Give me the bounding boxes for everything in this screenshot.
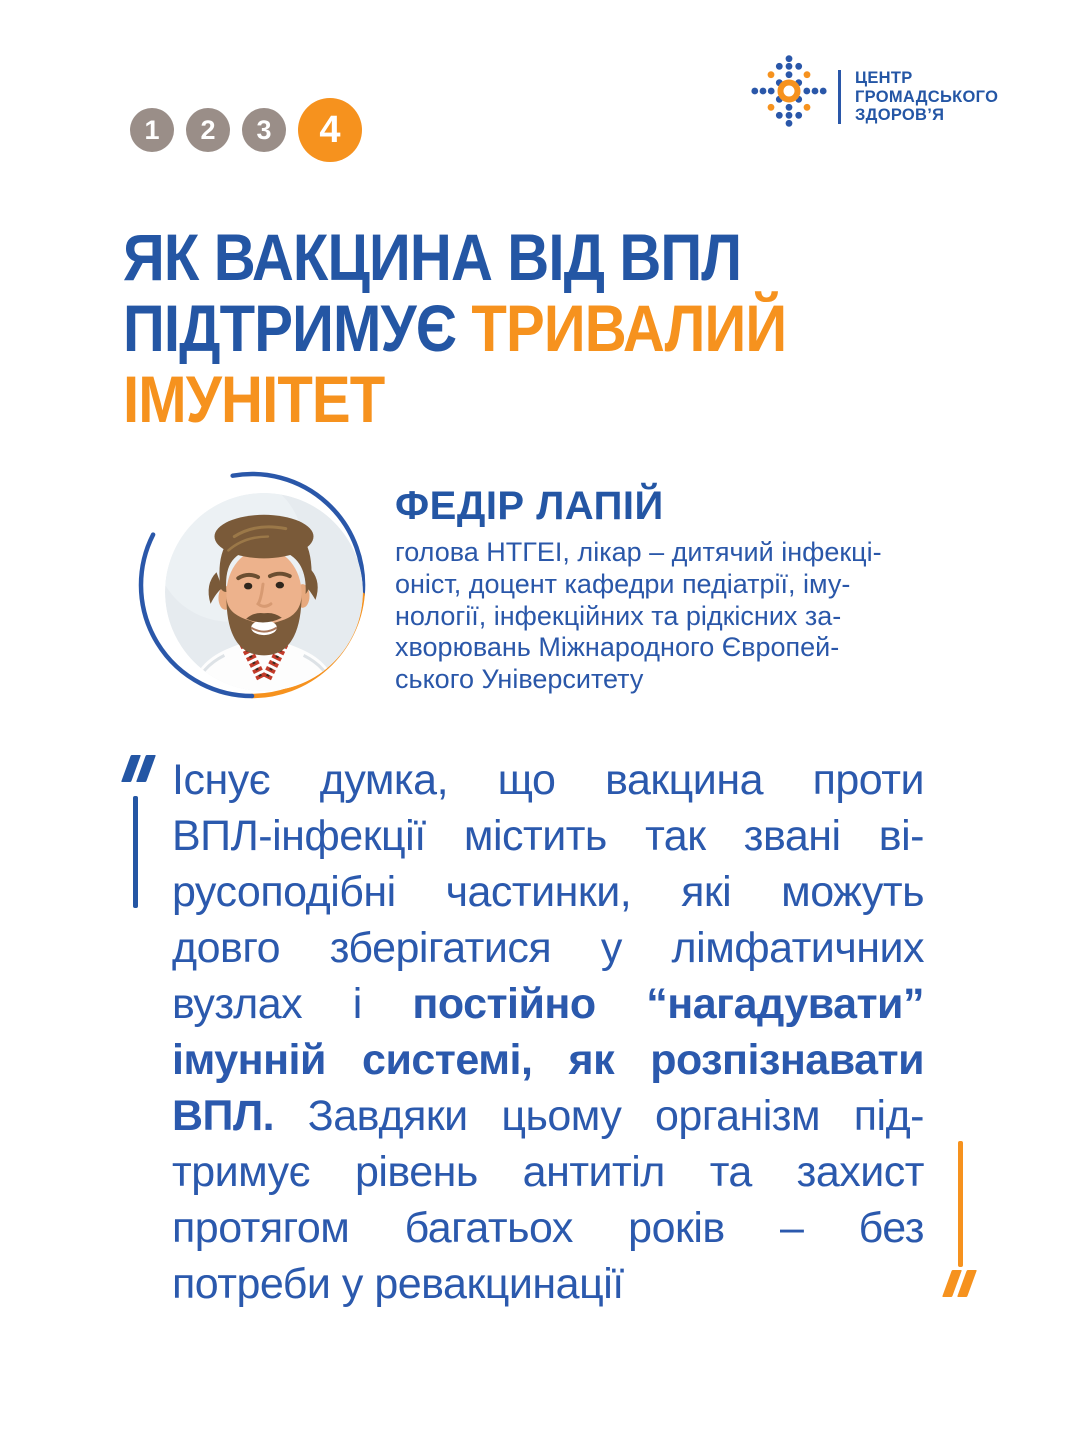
pagination-dot-1[interactable]: 1 bbox=[130, 108, 174, 152]
quote-line: протягом багатьох років – без bbox=[172, 1204, 924, 1252]
closing-quote-mark-icon bbox=[947, 1270, 972, 1297]
logo-text-line: ЦЕНТР bbox=[855, 69, 913, 88]
quote-line: ВПЛ. Завдяки цьому організм під- bbox=[172, 1092, 924, 1140]
quote-line: ВПЛ-інфекції містить так звані ві- bbox=[172, 812, 924, 860]
dotted-sun-logo-icon bbox=[750, 52, 840, 142]
expert-bio-line: хворювань Міжнародного Європей- bbox=[395, 632, 840, 663]
brand-logo bbox=[750, 52, 998, 142]
expert-portrait-icon bbox=[165, 493, 363, 691]
page-title bbox=[123, 222, 877, 435]
expert-bio-line: голова НТГЕІ, лікар – дитячий інфекці- bbox=[395, 537, 882, 567]
logo-text bbox=[855, 69, 998, 125]
quote-right-line bbox=[958, 1141, 963, 1267]
quote-line: потреби у ревакцинації bbox=[172, 1260, 624, 1308]
quote-left-line bbox=[133, 796, 138, 908]
logo-text-line: ГРОМАДСЬКОГО bbox=[855, 87, 999, 106]
opening-quote-mark-icon bbox=[126, 755, 151, 782]
quote-text bbox=[172, 752, 924, 1312]
quote-line: Існує думка, що вакцина проти bbox=[172, 756, 924, 804]
expert-bio bbox=[395, 537, 882, 696]
quote-line: тримує рівень антитіл та захист bbox=[172, 1148, 924, 1196]
expert-bio-line: оніст, доцент кафедри педіатрії, іму- bbox=[395, 568, 851, 599]
pagination-dot-2[interactable]: 2 bbox=[186, 108, 230, 152]
quote-line: імунній системі, як розпізнавати bbox=[172, 1036, 924, 1084]
logo-separator bbox=[838, 70, 841, 124]
logo-text-line: ЗДОРОВ’Я bbox=[855, 106, 945, 125]
pagination-dot-3[interactable]: 3 bbox=[242, 108, 286, 152]
expert-bio-line: нології, інфекційних та рідкісних за- bbox=[395, 600, 842, 631]
quote-line: вузлах і постійно “нагадувати” bbox=[172, 980, 924, 1028]
pagination bbox=[130, 97, 362, 163]
expert-name: ФЕДІР ЛАПІЙ bbox=[395, 484, 664, 528]
quote-line: довго зберігатися у лімфатичних bbox=[172, 924, 924, 972]
expert-bio-line: ського Університету bbox=[395, 664, 644, 695]
pagination-dot-4[interactable]: 4 bbox=[298, 98, 362, 162]
title-line: ПІДТРИМУЄ ТРИВАЛИЙ bbox=[123, 291, 787, 365]
quote-line: русоподібні частинки, які можуть bbox=[172, 868, 924, 916]
title-line: ІМУНІТЕТ bbox=[123, 362, 385, 436]
expert-photo bbox=[165, 493, 363, 691]
title-line: ЯК ВАКЦИНА ВІД ВПЛ bbox=[123, 220, 742, 294]
